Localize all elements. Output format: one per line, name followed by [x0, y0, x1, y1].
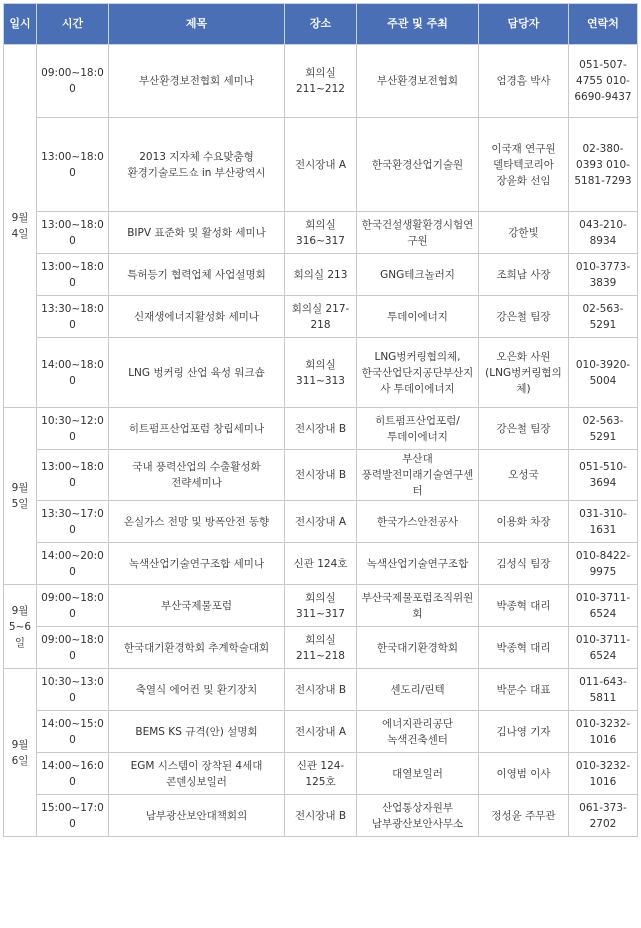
contact-cell: 061-373-2702 [569, 795, 638, 837]
date-cell: 9월 6일 [4, 669, 37, 837]
place-cell: 회의실 211~212 [285, 45, 357, 118]
table-row [4, 254, 638, 296]
time-cell: 15:00~17:00 [37, 795, 109, 837]
contact-cell: 031-310-1631 [569, 501, 638, 543]
manager-cell: 오은화 사원 (LNG벙커링협의체) [479, 338, 569, 408]
table-row [4, 711, 638, 753]
place-cell: 전시장내 B [285, 795, 357, 837]
table-row [4, 45, 638, 118]
contact-cell: 043-210-8934 [569, 212, 638, 254]
title-cell: BEMS KS 규격(안) 설명회 [109, 711, 285, 753]
manager-cell: 오성국 [479, 450, 569, 501]
time-cell: 13:00~18:00 [37, 450, 109, 501]
place-cell: 회의실 316~317 [285, 212, 357, 254]
table-row [4, 408, 638, 450]
manager-cell: 강한빛 [479, 212, 569, 254]
time-cell: 10:30~12:00 [37, 408, 109, 450]
host-cell: 히트펌프산업포럼/투데이에너지 [357, 408, 479, 450]
host-cell: 에너지관리공단 녹색건축센터 [357, 711, 479, 753]
title-cell: 온실가스 전망 및 방폭안전 동향 [109, 501, 285, 543]
manager-cell: 김성식 팀장 [479, 543, 569, 585]
place-cell: 회의실 211~218 [285, 627, 357, 669]
table-row [4, 627, 638, 669]
manager-cell: 이국재 연구원 델타텍코리아 장윤화 선임 [479, 118, 569, 212]
contact-cell: 010-3711-6524 [569, 585, 638, 627]
contact-cell: 010-3711-6524 [569, 627, 638, 669]
title-cell: 국내 풍력산업의 수출활성화 전략세미나 [109, 450, 285, 501]
header-time: 시간 [37, 4, 109, 45]
place-cell: 신관 124호 [285, 543, 357, 585]
contact-cell: 02-563-5291 [569, 408, 638, 450]
host-cell: 한국환경산업기술원 [357, 118, 479, 212]
manager-cell: 조희남 사장 [479, 254, 569, 296]
place-cell: 회의실 217-218 [285, 296, 357, 338]
time-cell: 13:30~18:00 [37, 296, 109, 338]
table-row [4, 753, 638, 795]
title-cell: 남부광산보안대책회의 [109, 795, 285, 837]
manager-cell: 엄경흠 박사 [479, 45, 569, 118]
contact-cell: 051-510-3694 [569, 450, 638, 501]
time-cell: 13:00~18:00 [37, 118, 109, 212]
title-cell: 특허등기 협력업체 사업설명회 [109, 254, 285, 296]
contact-cell: 010-3920-5004 [569, 338, 638, 408]
table-row [4, 450, 638, 501]
title-cell: 2013 지자체 수요맞춤형 환경기술로드쇼 in 부산광역시 [109, 118, 285, 212]
host-cell: 한국대기환경학회 [357, 627, 479, 669]
title-cell: 녹색산업기술연구조합 세미나 [109, 543, 285, 585]
manager-cell: 이용화 차장 [479, 501, 569, 543]
place-cell: 전시장내 A [285, 118, 357, 212]
time-cell: 09:00~18:00 [37, 585, 109, 627]
header-host: 주관 및 주최 [357, 4, 479, 45]
host-cell: 부산대 풍력발전미래기술연구센터 [357, 450, 479, 501]
time-cell: 14:00~15:00 [37, 711, 109, 753]
time-cell: 13:00~18:00 [37, 212, 109, 254]
host-cell: 부산환경보전협회 [357, 45, 479, 118]
host-cell: 산업통상자원부 남부광산보안사무소 [357, 795, 479, 837]
manager-cell: 김나영 기자 [479, 711, 569, 753]
manager-cell: 박종혁 대리 [479, 585, 569, 627]
time-cell: 09:00~18:00 [37, 45, 109, 118]
manager-cell: 박종혁 대리 [479, 627, 569, 669]
contact-cell: 010-8422-9975 [569, 543, 638, 585]
table-row [4, 501, 638, 543]
place-cell: 전시장내 B [285, 408, 357, 450]
table-row [4, 543, 638, 585]
host-cell: 녹색산업기술연구조합 [357, 543, 479, 585]
title-cell: 히트펌프산업포럼 창립세미나 [109, 408, 285, 450]
time-cell: 09:00~18:00 [37, 627, 109, 669]
time-cell: 13:30~17:00 [37, 501, 109, 543]
place-cell: 전시장내 B [285, 669, 357, 711]
table-row [4, 795, 638, 837]
header-place: 장소 [285, 4, 357, 45]
header-row [4, 4, 638, 45]
host-cell: 대열보일러 [357, 753, 479, 795]
time-cell: 10:30~13:00 [37, 669, 109, 711]
place-cell: 전시장내 A [285, 501, 357, 543]
manager-cell: 정성윤 주무관 [479, 795, 569, 837]
host-cell: 한국건설생활환경시험연구원 [357, 212, 479, 254]
table-row [4, 669, 638, 711]
time-cell: 14:00~16:00 [37, 753, 109, 795]
manager-cell: 이영범 이사 [479, 753, 569, 795]
place-cell: 전시장내 B [285, 450, 357, 501]
contact-cell: 010-3232-1016 [569, 711, 638, 753]
host-cell: 센도리/린텍 [357, 669, 479, 711]
contact-cell: 010-3773-3839 [569, 254, 638, 296]
table-row [4, 118, 638, 212]
title-cell: 부산국제물포럼 [109, 585, 285, 627]
host-cell: 한국가스안전공사 [357, 501, 479, 543]
date-cell: 9월 5~6일 [4, 585, 37, 669]
time-cell: 14:00~18:00 [37, 338, 109, 408]
header-title: 제목 [109, 4, 285, 45]
manager-cell: 박문수 대표 [479, 669, 569, 711]
date-cell: 9월 5일 [4, 408, 37, 585]
contact-cell: 010-3232-1016 [569, 753, 638, 795]
contact-cell: 02-563-5291 [569, 296, 638, 338]
place-cell: 회의실 311~317 [285, 585, 357, 627]
header-date: 일시 [4, 4, 37, 45]
host-cell: LNG벙커링협의체, 한국산업단지공단부산지사 투데이에너지 [357, 338, 479, 408]
place-cell: 전시장내 A [285, 711, 357, 753]
title-cell: LNG 벙커링 산업 육성 워크숍 [109, 338, 285, 408]
schedule-container [3, 3, 638, 837]
host-cell: GNG테크놀러지 [357, 254, 479, 296]
manager-cell: 강은철 팀장 [479, 408, 569, 450]
place-cell: 회의실 311~313 [285, 338, 357, 408]
place-cell: 신관 124-125호 [285, 753, 357, 795]
host-cell: 투데이에너지 [357, 296, 479, 338]
header-contact: 연락처 [569, 4, 638, 45]
table-row [4, 296, 638, 338]
title-cell: EGM 시스템이 장착된 4세대 콘덴싱보일러 [109, 753, 285, 795]
place-cell: 회의실 213 [285, 254, 357, 296]
table-row [4, 585, 638, 627]
time-cell: 13:00~18:00 [37, 254, 109, 296]
title-cell: 한국대기환경학회 추계학술대회 [109, 627, 285, 669]
host-cell: 부산국제물포럼조직위원회 [357, 585, 479, 627]
title-cell: 신재생에너지활성화 세미나 [109, 296, 285, 338]
title-cell: 축열식 에어컨 및 환기장치 [109, 669, 285, 711]
schedule-table [3, 3, 638, 837]
header-manager: 담당자 [479, 4, 569, 45]
title-cell: BIPV 표준화 및 활성화 세미나 [109, 212, 285, 254]
contact-cell: 011-643-5811 [569, 669, 638, 711]
table-row [4, 212, 638, 254]
time-cell: 14:00~20:00 [37, 543, 109, 585]
table-row [4, 338, 638, 408]
date-cell: 9월 4일 [4, 45, 37, 408]
title-cell: 부산환경보전협회 세미나 [109, 45, 285, 118]
manager-cell: 강은철 팀장 [479, 296, 569, 338]
contact-cell: 051-507-4755 010-6690-9437 [569, 45, 638, 118]
contact-cell: 02-380-0393 010-5181-7293 [569, 118, 638, 212]
